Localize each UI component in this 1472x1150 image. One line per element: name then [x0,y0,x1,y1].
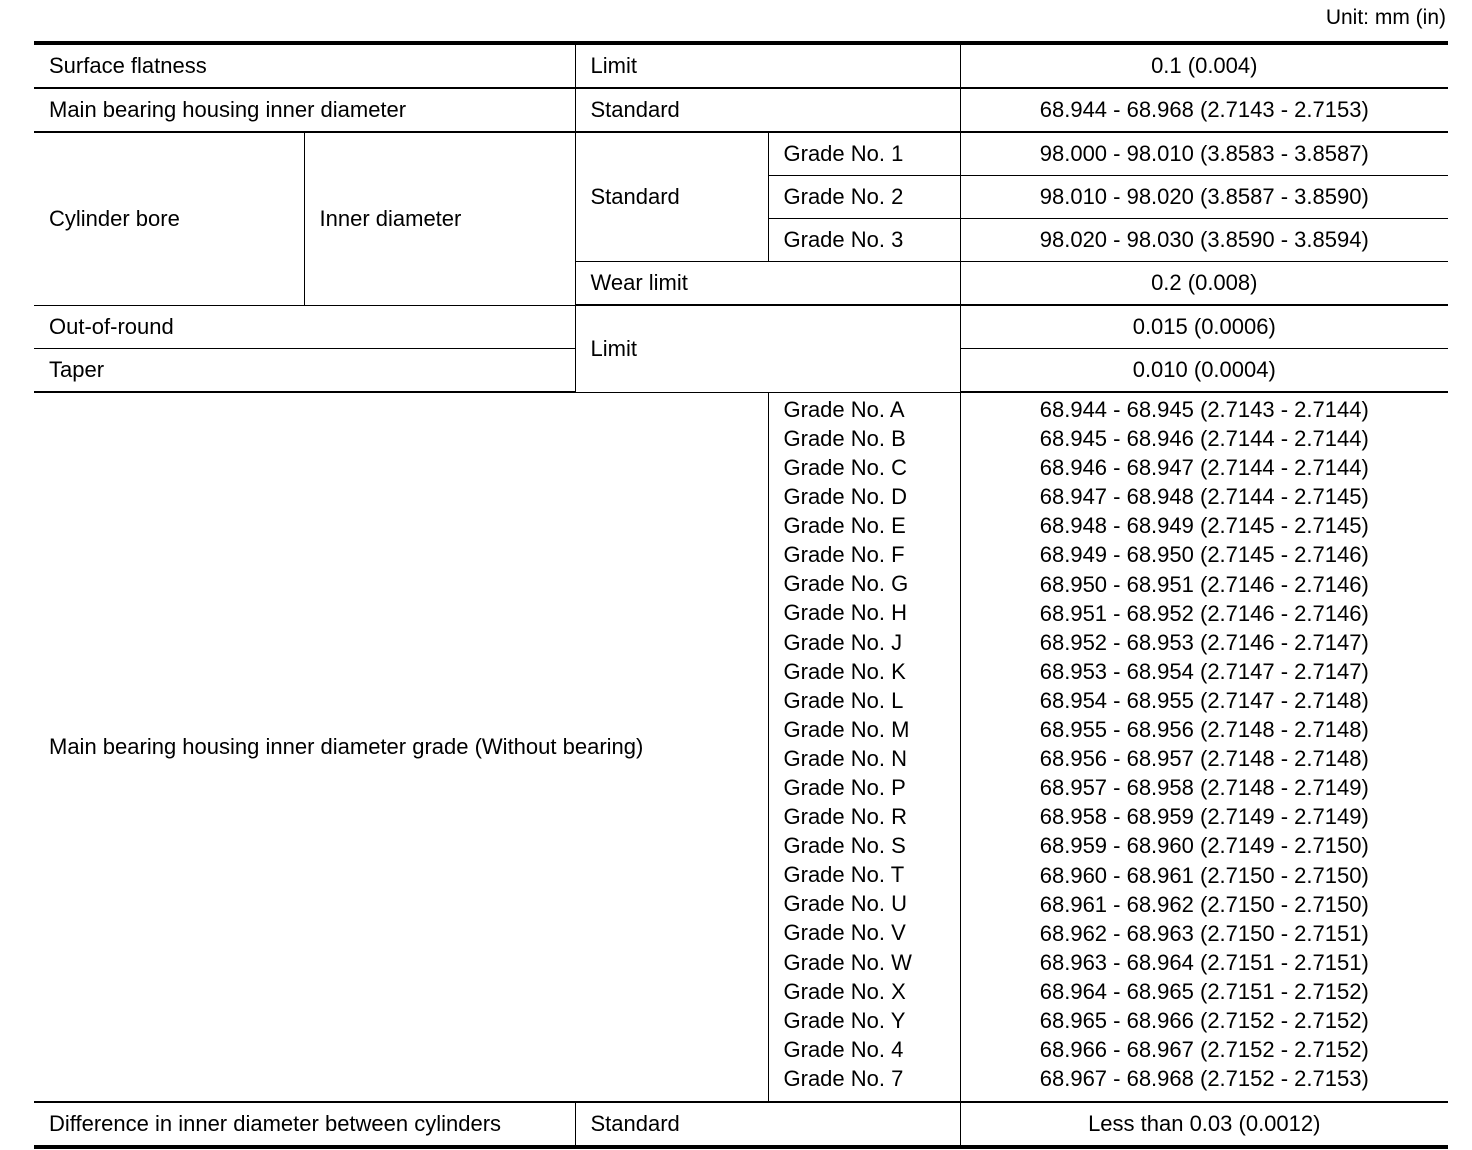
housing-grade-label: Grade No. A [783,396,905,422]
cylinder-bore-label: Cylinder bore [34,132,304,305]
housing-grade-value: 68.955 - 68.956 (2.7148 - 2.7148) [1039,717,1369,743]
housing-grade-label: Grade No. W [783,949,912,975]
housing-grade-value: 68.961 - 68.962 (2.7150 - 2.7150) [1039,891,1369,917]
housing-grade-label: Grade No. G [783,571,909,597]
row-out-of-round [34,305,1448,349]
housing-grade-label: Grade No. L [783,687,904,713]
housing-grade-value: 68.944 - 68.945 (2.7143 - 2.7144) [1039,397,1369,422]
cylinder-grade-value: 98.020 - 98.030 (3.8590 - 3.8594) [960,219,1448,262]
housing-grade-list [768,392,960,1102]
main-bearing-housing-label: Main bearing housing inner diameter [34,88,575,132]
housing-grade-value: 68.946 - 68.947 (2.7144 - 2.7144) [1039,455,1369,481]
housing-grade-label: Grade No. T [783,862,905,888]
cylinder-grade-label: Grade No. 2 [768,176,960,219]
housing-grade-label: Grade No. B [783,425,906,451]
out-of-round-label: Out-of-round [34,305,575,349]
housing-grade-label: Grade No. S [783,833,906,859]
housing-grade-label: Main bearing housing inner diameter grade (Without bearing) [34,392,768,1102]
cylinder-difference-value: Less than 0.03 (0.0012) [960,1102,1448,1147]
wear-limit-label: Wear limit [575,262,960,306]
housing-grade-label: Grade No. H [783,600,907,626]
cylinder-difference-label: Difference in inner diameter between cylinders [34,1102,575,1147]
surface-flatness-value: 0.1 (0.004) [960,43,1448,88]
housing-grade-value: 68.945 - 68.946 (2.7144 - 2.7144) [1039,426,1369,452]
housing-grade-label: Grade No. X [783,978,906,1004]
taper-label: Taper [34,349,575,393]
housing-grade-label: Grade No. U [783,891,907,917]
housing-grade-value: 68.951 - 68.952 (2.7146 - 2.7146) [1039,600,1369,626]
main-bearing-housing-value: 68.944 - 68.968 (2.7143 - 2.7153) [960,88,1448,132]
housing-grade-label: Grade No. 7 [783,1065,904,1091]
housing-grade-label: Grade No. P [783,774,906,800]
housing-grade-label: Grade No. F [783,542,905,568]
housing-grade-value: 68.950 - 68.951 (2.7146 - 2.7146) [1039,571,1369,597]
housing-grade-label: Grade No. K [783,658,906,684]
main-bearing-housing-condition: Standard [575,88,960,132]
row-cylinder-bore-grade-1 [34,132,1448,176]
housing-grade-value: 68.949 - 68.950 (2.7145 - 2.7146) [1039,542,1369,568]
out-of-round-value: 0.015 (0.0006) [960,305,1448,349]
cylinder-grade-value: 98.010 - 98.020 (3.8587 - 3.8590) [960,176,1448,219]
housing-grade-value: 68.956 - 68.957 (2.7148 - 2.7148) [1039,746,1369,772]
housing-grade-label: Grade No. D [783,484,907,510]
housing-grade-value: 68.954 - 68.955 (2.7147 - 2.7148) [1039,687,1369,713]
row-housing-grade [34,392,1448,1102]
surface-flatness-condition: Limit [575,43,960,88]
housing-grade-value: 68.962 - 68.963 (2.7150 - 2.7151) [1039,920,1369,946]
housing-grade-value: 68.958 - 68.959 (2.7149 - 2.7149) [1039,804,1369,830]
housing-grade-value: 68.953 - 68.954 (2.7147 - 2.7147) [1039,658,1369,684]
housing-grade-value: 68.966 - 68.967 (2.7152 - 2.7152) [1039,1037,1369,1063]
row-main-bearing-housing [34,88,1448,132]
cylinder-grade-label: Grade No. 1 [768,132,960,176]
housing-grade-value: 68.960 - 68.961 (2.7150 - 2.7150) [1039,862,1369,888]
housing-grade-label: Grade No. Y [783,1007,906,1033]
row-surface-flatness [34,43,1448,88]
housing-grade-value: 68.965 - 68.966 (2.7152 - 2.7152) [1039,1007,1369,1033]
housing-grade-label: Grade No. M [783,716,910,742]
housing-grade-label: Grade No. C [783,454,907,480]
surface-flatness-label: Surface flatness [34,43,575,88]
housing-grade-label: Grade No. 4 [783,1036,904,1062]
housing-grade-label: Grade No. J [783,629,903,655]
housing-grade-value: 68.959 - 68.960 (2.7149 - 2.7150) [1039,833,1369,859]
housing-grade-value: 68.963 - 68.964 (2.7151 - 2.7151) [1039,949,1369,975]
housing-grade-label: Grade No. E [783,513,906,539]
cylinder-grade-label: Grade No. 3 [768,219,960,262]
taper-value: 0.010 (0.0004) [960,349,1448,393]
housing-grade-label: Grade No. V [783,920,906,946]
cylinder-grade-value: 98.000 - 98.010 (3.8583 - 3.8587) [960,132,1448,176]
cylinder-difference-condition: Standard [575,1102,960,1147]
unit-label: Unit: mm (in) [1325,6,1446,29]
housing-grade-value: 68.967 - 68.968 (2.7152 - 2.7153) [1039,1066,1369,1092]
housing-grade-value: 68.947 - 68.948 (2.7144 - 2.7145) [1039,484,1369,510]
shared-limit-label: Limit [575,305,960,392]
spec-table [34,41,1448,1149]
wear-limit-value: 0.2 (0.008) [960,262,1448,306]
housing-grade-value: 68.948 - 68.949 (2.7145 - 2.7145) [1039,513,1369,539]
row-cylinder-difference [34,1102,1448,1147]
housing-grade-value: 68.952 - 68.953 (2.7146 - 2.7147) [1039,629,1369,655]
housing-grade-values [960,392,1448,1102]
housing-grade-label: Grade No. R [783,804,907,830]
housing-grade-label: Grade No. N [783,745,907,771]
inner-diameter-label: Inner diameter [304,132,575,305]
cylinder-bore-standard-label: Standard [575,132,768,262]
housing-grade-value: 68.957 - 68.958 (2.7148 - 2.7149) [1039,775,1369,801]
housing-grade-value: 68.964 - 68.965 (2.7151 - 2.7152) [1039,978,1369,1004]
